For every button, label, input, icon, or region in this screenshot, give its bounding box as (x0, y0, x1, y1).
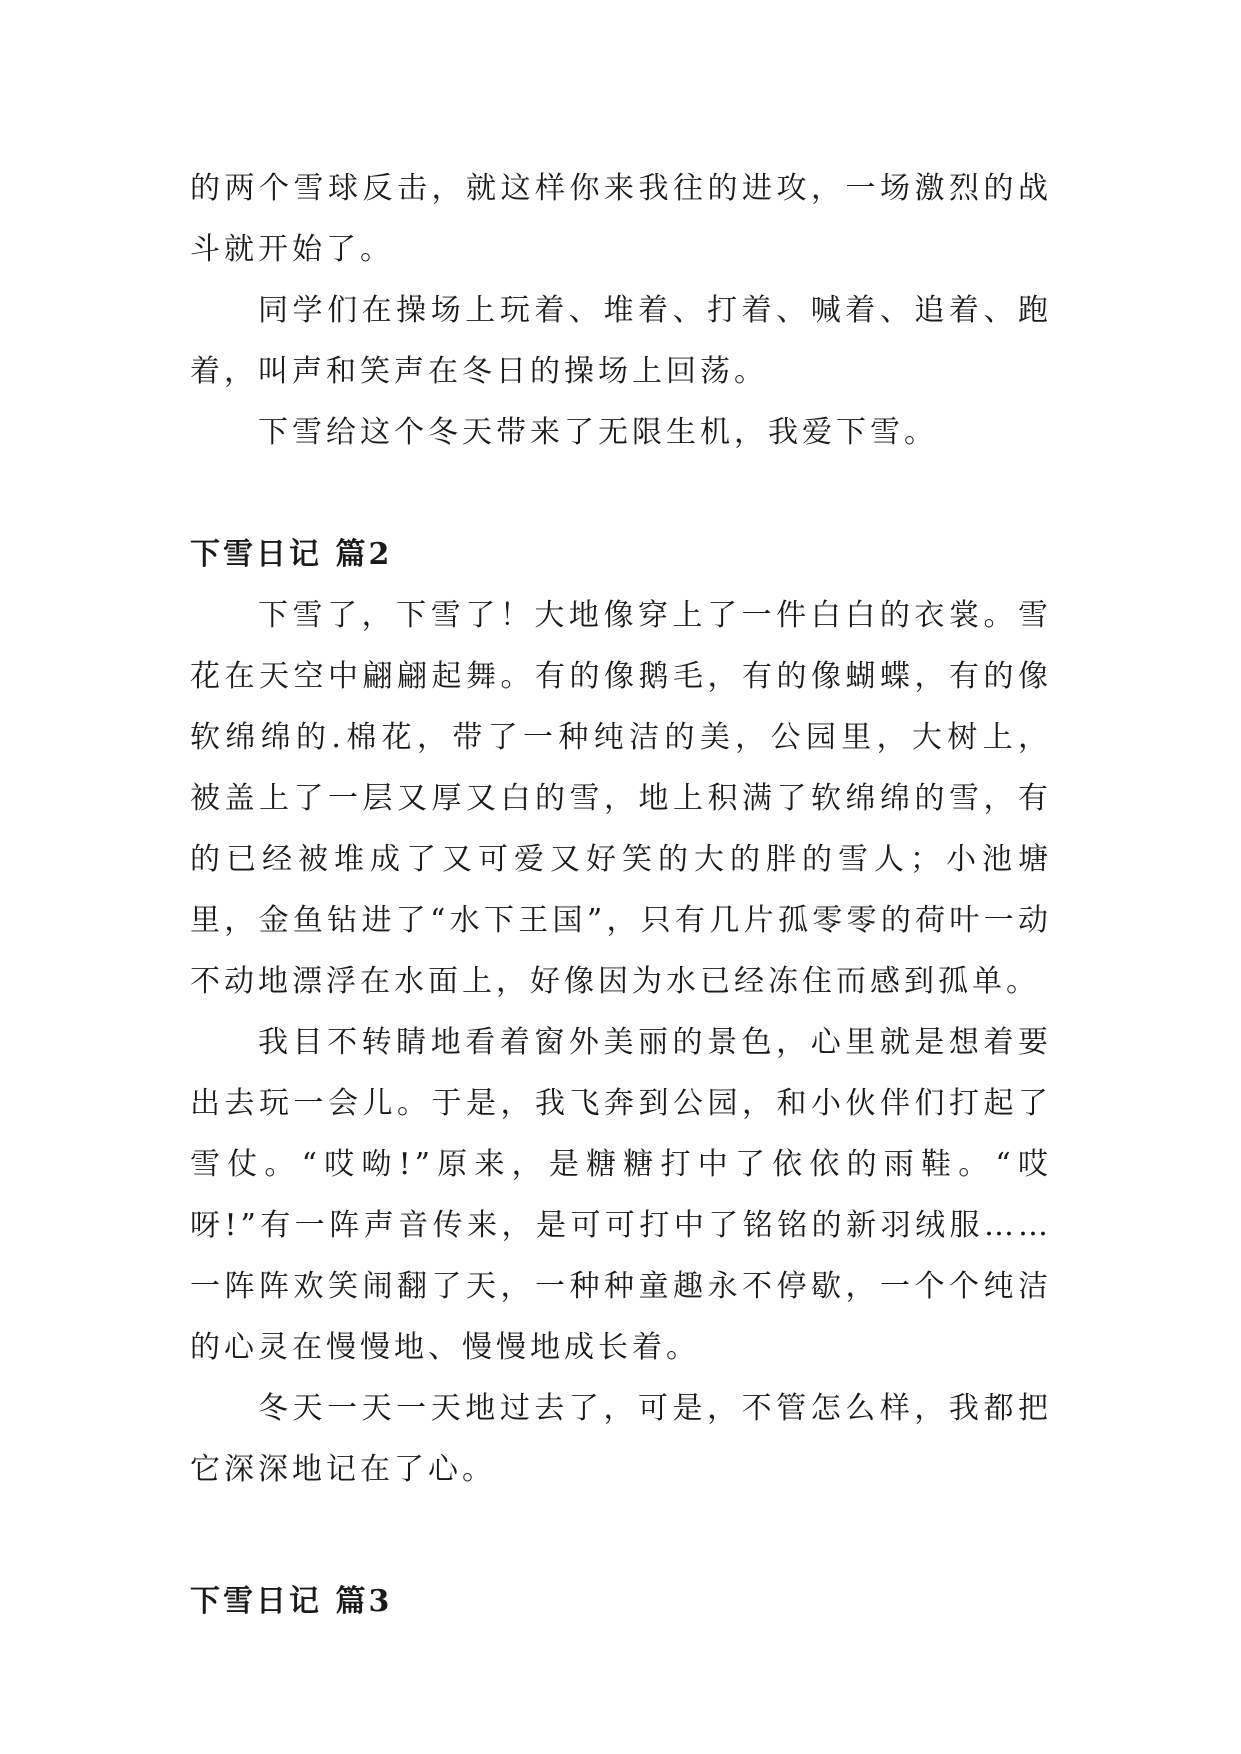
paragraph-snowball-fight: 我目不转睛地看着窗外美丽的景色，心里就是想着要出去玩一会儿。于是，我飞奔到公园，和小伙伴们打起了雪仗。“哎呦!”原来，是糖糖打中了依依的雨鞋。“哎呀!”有一阵声音传来，是可可打中了铭铭的新羽绒服……一阵阵欢笑闹翻了天，一种种童趣永不停歇，一个个纯洁的心灵在慢慢地、慢慢地成长着。 (190, 1025, 1052, 1365)
paragraph-playground: 同学们在操场上玩着、堆着、打着、喊着、追着、跑着，叫声和笑声在冬日的操场上回荡。 (190, 293, 1052, 389)
section-heading-3: 下雪日记 篇3 (190, 1584, 393, 1619)
paragraph-snow-scene: 下雪了，下雪了！大地像穿上了一件白白的衣裳。雪花在天空中翩翩起舞。有的像鹅毛，有的像蝴蝶，有的像软绵绵的.棉花，带了一种纯洁的美，公园里，大树上，被盖上了一层又厚又白的雪，地上积满了软绵绵的雪，有的已经被堆成了又可爱又好笑的大的胖的雪人；小池塘里，金鱼钻进了“水下王国”，只有几片孤零零的荷叶一动不动地漂浮在水面上，好像因为水已经冻住而感到孤单。 (190, 598, 1052, 999)
section-heading-2: 下雪日记 篇2 (190, 537, 393, 572)
paragraph-conclusion-1: 下雪给这个冬天带来了无限生机，我爱下雪。 (258, 415, 938, 450)
paragraph-continuation: 的两个雪球反击，就这样你来我往的进攻，一场激烈的战斗就开始了。 (190, 171, 1052, 267)
document-body (190, 158, 1052, 1632)
paragraph-conclusion-2: 冬天一天一天地过去了，可是，不管怎么样，我都把它深深地记在了心。 (190, 1391, 1052, 1487)
